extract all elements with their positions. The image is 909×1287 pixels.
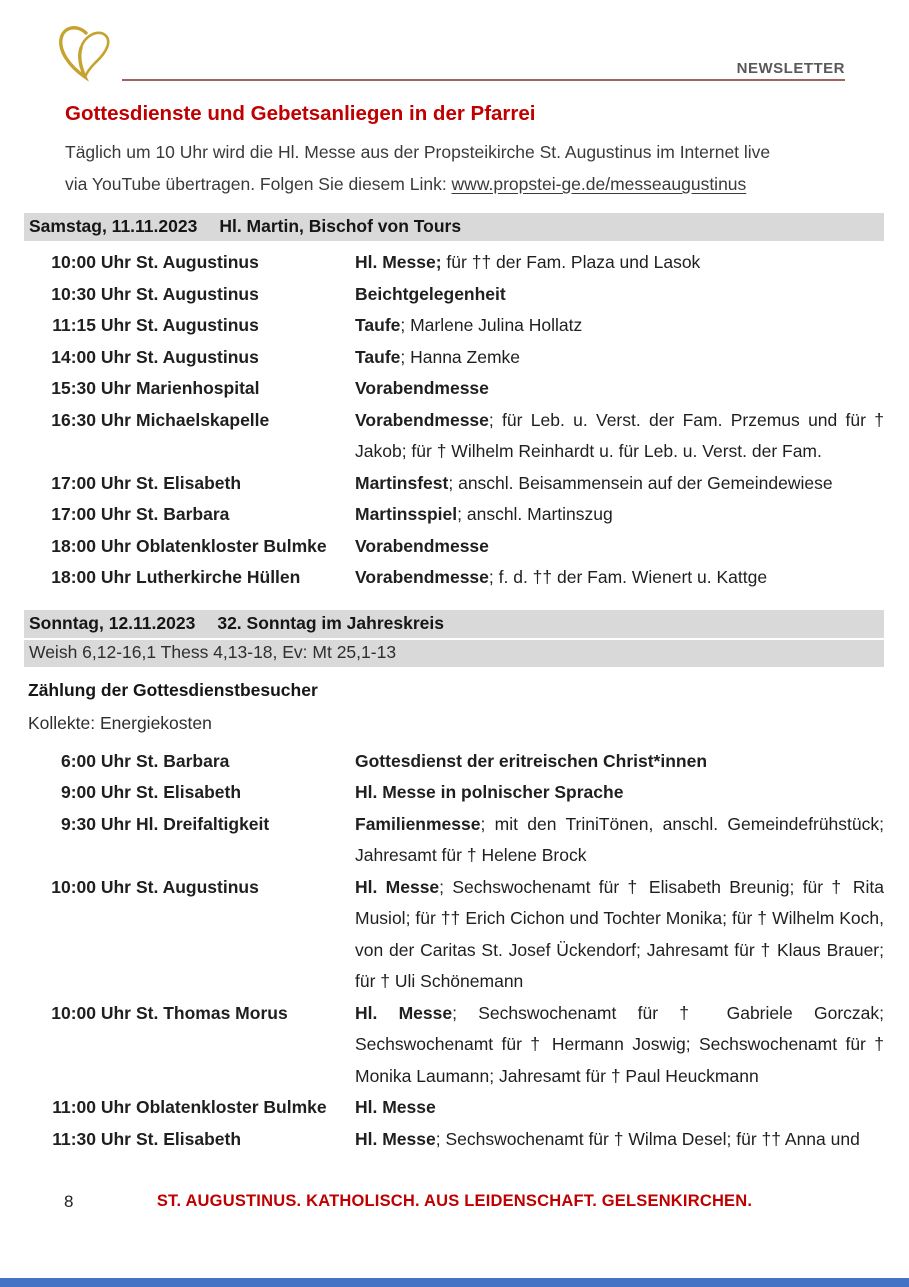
row-place: St. Augustinus [136,315,259,335]
row-description [355,998,884,1093]
description-lead: Taufe [355,315,401,335]
row-description [355,1124,884,1156]
schedule-row [24,1092,884,1124]
row-time: 16:30 Uhr [51,409,131,430]
section-date: Samstag, 11.11.2023 [29,216,198,236]
row-description [355,310,884,342]
description-lead: Hl. Messe in polnischer Sprache [355,782,624,802]
row-description [355,562,884,594]
description-rest: ; mit den TriniTönen, anschl. Gemeindefrühstück; Jahresamt für † Helene Brock [355,813,884,865]
row-description [355,468,884,500]
description-rest: ; f. d. †† der Fam. Wienert u. Kattge [488,567,768,587]
note-line: Zählung der Gottesdienstbesucher [28,679,318,700]
description-lead: Hl. Messe [355,876,440,897]
description-rest: ; Sechswochenamt für † Gabriele Gorczak; Sechswochenamt für † Hermann Joswig; Sechswochenamt für † Monika Laumann; Jahresamt für † Paul Heuckmann [355,1002,885,1086]
row-place: St. Augustinus [136,252,259,272]
row-time: 11:30 Uhr [52,1128,131,1149]
row-place: Marienhospital [136,378,260,398]
schedule-row [24,1124,884,1156]
schedule-row [24,499,884,531]
row-place: Oblatenkloster Bulmke [136,1097,327,1117]
row-place: Hl. Dreifaltigkeit [136,813,270,834]
row-time: 10:30 Uhr [51,283,131,304]
description-lead: Hl. Messe [355,1128,436,1149]
note-line: Kollekte: Energiekosten [28,713,212,733]
row-place: St. Augustinus [136,283,259,304]
row-time: 17:00 Uhr [51,504,131,524]
row-description [355,809,884,872]
row-place: Lutherkirche Hüllen [136,567,301,587]
schedule-row [24,342,884,374]
description-rest: ; Sechswochenamt für † Elisabeth Breunig; für † Rita Musiol; für †† Erich Cichon und Tochter Monika; für † Wilhelm Koch, von der Caritas St. Josef Ückendorf; Jahresamt für † Klaus Brauer; für † Uli Schönemann [355,876,884,991]
schedule-row [24,310,884,342]
schedule-row [24,809,884,872]
row-time: 11:00 Uhr [52,1097,131,1117]
intro-line2: via YouTube übertragen. Folgen Sie diesem Link: [65,174,452,194]
footer-tagline: ST. AUGUSTINUS. KATHOLISCH. AUS LEIDENSCHAFT. GELSENKIRCHEN. [156,1192,753,1210]
row-time: 11:15 Uhr [52,315,131,335]
description-rest: für †† der Fam. Plaza und Lasok [441,252,701,272]
schedule-row [24,468,884,500]
row-description [355,373,884,405]
description-lead: Hl. Messe; [355,252,442,272]
row-time: 10:00 Uhr [51,1002,131,1023]
row-time: 17:00 Uhr [51,472,131,493]
description-lead: Hl. Messe [355,1002,453,1023]
description-lead: Hl. Messe [355,1097,436,1117]
description-lead: Gottesdienst der eritreischen Christ*innen [355,750,708,771]
row-description [355,405,884,468]
row-time: 10:00 Uhr [51,252,131,272]
page-footer [0,1192,909,1216]
description-lead: Martinsspiel [355,504,458,524]
row-place: St. Elisabeth [136,782,242,802]
row-description [355,279,884,311]
row-description [355,777,884,809]
row-time: 14:00 Uhr [51,346,131,367]
description-rest: ; anschl. Beisammensein auf der Gemeindewiese [448,472,833,493]
description-lead: Vorabendmesse [355,535,489,556]
row-time: 15:30 Uhr [51,378,131,398]
row-place: St. Elisabeth [136,1128,242,1149]
description-rest: ; anschl. Martinszug [457,504,613,524]
schedule-row [24,777,884,809]
schedule-row [24,872,884,998]
row-description [355,746,884,778]
schedule-row [24,531,884,563]
row-time: 10:00 Uhr [51,876,131,897]
heart-logo-icon [57,24,121,82]
bottom-blue-bar [0,1278,909,1287]
description-rest: ; Sechswochenamt für † Wilma Desel; für †† Anna und [435,1128,860,1149]
row-description [355,531,884,563]
description-lead: Vorabendmesse [355,567,489,587]
page-title: Gottesdienste und Gebetsanliegen in der Pfarrei [65,102,536,125]
schedule-row [24,405,884,468]
description-lead: Familienmesse [355,813,481,834]
page-number: 8 [64,1192,74,1211]
readings-band: Weish 6,12-16,1 Thess 4,13-18, Ev: Mt 25,1-13 [24,640,884,667]
schedule-sections [0,213,909,1155]
schedule-row [24,279,884,311]
header-rule [122,79,845,81]
description-lead: Beichtgelegenheit [355,283,506,304]
row-description [355,342,884,374]
row-place: Michaelskapelle [136,409,270,430]
description-lead: Vorabendmesse [355,378,489,398]
row-time: 9:30 Uhr [60,813,131,834]
section-header-band [24,610,884,638]
row-time: 18:00 Uhr [51,567,131,587]
row-time: 9:00 Uhr [60,782,131,802]
row-description [355,499,884,531]
row-place: St. Barbara [136,504,230,524]
schedule-row [24,373,884,405]
description-lead: Taufe [355,346,401,367]
row-place: St. Augustinus [136,876,259,897]
description-rest: ; Marlene Julina Hollatz [400,315,583,335]
page-header [0,0,909,81]
description-rest: ; für Leb. u. Verst. der Fam. Przemus und für † Jakob; für † Wilhelm Reinhardt u. für Leb. u. Verst. der Fam. [355,409,884,461]
intro-line1: Täglich um 10 Uhr wird die Hl. Messe aus der Propsteikirche St. Augustinus im Internet live [65,142,771,162]
intro-text [65,136,844,200]
newsletter-label: NEWSLETTER [736,60,845,77]
description-lead: Martinsfest [355,472,449,493]
description-rest: ; Hanna Zemke [400,346,521,367]
row-time: 6:00 Uhr [60,750,131,771]
schedule-row [24,998,884,1093]
section-date: Sonntag, 12.11.2023 [29,612,196,633]
description-lead: Vorabendmesse [355,409,489,430]
row-place: St. Elisabeth [136,472,242,493]
row-place: Oblatenkloster Bulmke [136,535,327,556]
schedule-row [24,746,884,778]
row-description [355,1092,884,1124]
row-time: 18:00 Uhr [51,535,131,556]
section-header-band [24,213,884,241]
schedule-rows [24,247,884,594]
live-stream-link[interactable]: www.propstei-ge.de/messeaugustinus [451,174,747,194]
schedule-row [24,562,884,594]
schedule-rows [24,746,884,1156]
row-description [355,872,884,998]
section-title: Hl. Martin, Bischof von Tours [219,216,462,236]
row-description [355,247,884,279]
row-place: St. Augustinus [136,346,259,367]
section-title: 32. Sonntag im Jahreskreis [217,612,444,633]
row-place: St. Thomas Morus [136,1002,288,1023]
row-place: St. Barbara [136,750,230,771]
schedule-row [24,247,884,279]
